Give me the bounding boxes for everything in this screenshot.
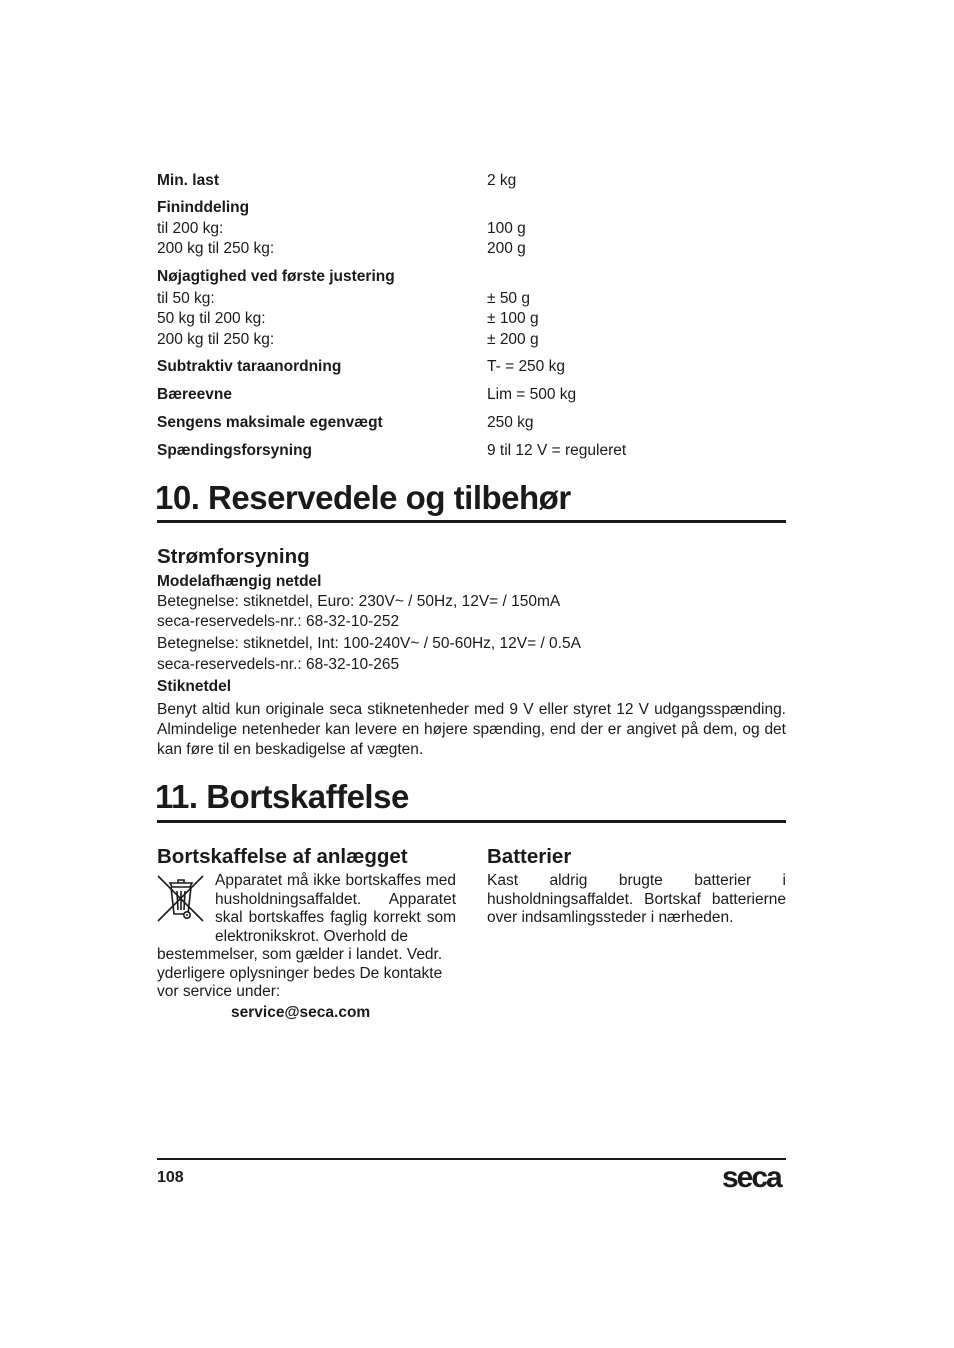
- section-10-title: 10. Reservedele og tilbehør: [155, 479, 571, 516]
- section-11-title: 11. Bortskaffelse: [155, 778, 409, 815]
- section-10-line-3: Betegnelse: stiknetdel, Int: 100-240V~ / 50-60Hz, 12V= / 0.5A: [157, 635, 581, 652]
- disposal-paragraph: bestemmelser, som gælder i landet. Vedr. yderligere oplysninger bedes De kontakte vor service under:: [157, 946, 443, 1000]
- crossed-out-wheelie-bin-icon: [156, 874, 206, 924]
- seca-logo: seca: [722, 1161, 781, 1194]
- spec-label-200-250: 200 kg til 250 kg:: [157, 240, 275, 257]
- spec-label-tara: Subtraktiv taraanordning: [157, 358, 342, 375]
- batteries-paragraph: Kast aldrig brugte batterier i husholdningsaffaldet. Bortskaf batterierne over indsamlingssteder i nærheden.: [487, 872, 786, 926]
- disposal-heading: Bortskaffelse af anlægget: [157, 845, 408, 868]
- section-11-rule: [157, 820, 786, 823]
- spec-label-til-200: til 200 kg:: [157, 220, 224, 237]
- section-10-subtitle: Strømforsyning: [157, 545, 310, 568]
- spec-value-til-200: 100 g: [487, 220, 526, 237]
- section-10-line-4: seca-reservedels-nr.: 68-32-10-265: [157, 656, 400, 673]
- spec-value-min-last: 2 kg: [487, 172, 517, 189]
- section-10-heading-netdel: Modelafhængig netdel: [157, 573, 322, 590]
- page-number: 108: [157, 1169, 184, 1186]
- spec-value-til-50: ± 50 g: [487, 290, 530, 307]
- batteries-heading: Batterier: [487, 845, 572, 868]
- spec-label-til-50: til 50 kg:: [157, 290, 215, 307]
- spec-label-egenvaegt: Sengens maksimale egenvægt: [157, 414, 383, 431]
- spec-value-50-200: ± 100 g: [487, 310, 539, 327]
- service-email[interactable]: service@seca.com: [231, 1004, 371, 1021]
- spec-label-50-200: 50 kg til 200 kg:: [157, 310, 266, 327]
- spec-value-egenvaegt: 250 kg: [487, 414, 534, 431]
- disposal-paragraph-beside-icon: Apparatet må ikke bortskaffes med husholdningsaffaldet. Apparatet skal bortskaffes faglig korrekt som elektronikskrot. Overhold de: [215, 872, 456, 945]
- section-10-line-2: seca-reservedels-nr.: 68-32-10-252: [157, 613, 400, 630]
- spec-value-spaending: 9 til 12 V = reguleret: [487, 442, 627, 459]
- spec-label-min-last: Min. last: [157, 172, 220, 189]
- section-10-heading-stiknetdel: Stiknetdel: [157, 678, 232, 695]
- spec-label-baereevne: Bæreevne: [157, 386, 232, 403]
- spec-value-200-250-acc: ± 200 g: [487, 331, 539, 348]
- section-10-rule: [157, 520, 786, 523]
- spec-label-fininddeling: Fininddeling: [157, 199, 250, 216]
- section-10-paragraph: Benyt altid kun originale seca stiknetenheder med 9 V eller styret 12 V udgangsspænding. Almindelige netenheder kan levere en højere spænding, end der er angivet på dem, og det kan føre til en beskadigelse af vægten.: [157, 701, 786, 758]
- spec-label-200-250-acc: 200 kg til 250 kg:: [157, 331, 275, 348]
- footer-rule: [157, 1158, 786, 1160]
- spec-value-tara: T- = 250 kg: [487, 358, 565, 375]
- section-10-line-1: Betegnelse: stiknetdel, Euro: 230V~ / 50Hz, 12V= / 150mA: [157, 593, 561, 610]
- spec-label-spaending: Spændingsforsyning: [157, 442, 312, 459]
- spec-value-baereevne: Lim = 500 kg: [487, 386, 577, 403]
- spec-value-200-250: 200 g: [487, 240, 526, 257]
- spec-label-noejagtighed: Nøjagtighed ved første justering: [157, 268, 395, 285]
